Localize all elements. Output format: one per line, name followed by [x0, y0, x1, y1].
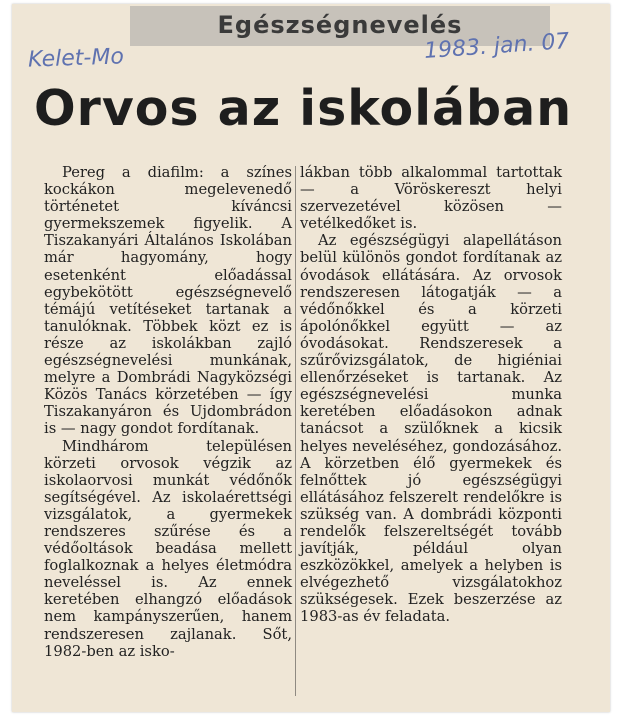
paragraph: Mindhárom településen körzeti orvosok végzik az iskolaorvosi munkát védőnők segítségével. Az iskolaérettségi vizsgálatok, a gyermekek rendszeres szűrése és a védőoltások beadása mellett foglalkoznak a helyes életmódra neveléssel is. Az ennek keretében elhangzó előadások nem kampányszerűen, hanem rendszeresen zajlanak. Sőt, 1982-ben az isko- [44, 437, 292, 660]
handwritten-source: Kelet-Mo [27, 44, 125, 73]
paragraph: Az egészségügyi alapellátáson belül különös gondot fordítanak az óvodások ellátására. Az orvosok rendszeresen látogatják — a védőnőkkel és a körzeti ápolónőkkel együtt — az óvodásokat. Rendszeresek a szűrővizsgálatok, de higiéniai ellenőrzéseket is tartanak. Az egészségnevelési munka keretében előadásokon adnak tanácsot a szülőknek a kicsik helyes neveléséhez, gondozásához. A körzetben élő gyermekek és felnőttek jó egészségügyi ellátásához felszerelt rendelőkre is szükség van. A dombrádi központi rendelők felszereltségét tovább javítják, például olyan eszközökkel, amelyek a helyben is elvégezhető vizsgálatokhoz szükségesek. Ezek beszerzése az 1983-as év feladata. [300, 232, 562, 626]
paragraph: lákban több alkalommal tartottak — a Vöröskereszt helyi szervezetével közösen — vetélkedőket is. [300, 164, 562, 233]
paragraph: Pereg a diafilm: a színes kockákon megelevenedő történetet kíváncsi gyermekszemek figyelik. A Tiszakanyári Általános Iskolában már hagyomány, hogy esetenként előadással egybekötött egészségnevelő témájú vetítéseket tartanak a tanulóknak. Többek közt ez is része az iskolákban zajló egészségnevelési munkának, melyre a Dombrádi Nagyközségi Közös Tanács körzetében — így Tiszakanyáron és Ujdombrádon is — nagy gondot fordítanak. [44, 164, 292, 438]
article-headline: Orvos az iskolában [34, 80, 573, 137]
column-divider [295, 166, 296, 696]
article-column-right [300, 164, 562, 626]
newspaper-clipping [12, 4, 610, 712]
handwritten-date: 1983. jan. 07 [423, 28, 571, 65]
article-column-left [44, 164, 292, 660]
section-label: Egészségnevelés [217, 11, 463, 39]
